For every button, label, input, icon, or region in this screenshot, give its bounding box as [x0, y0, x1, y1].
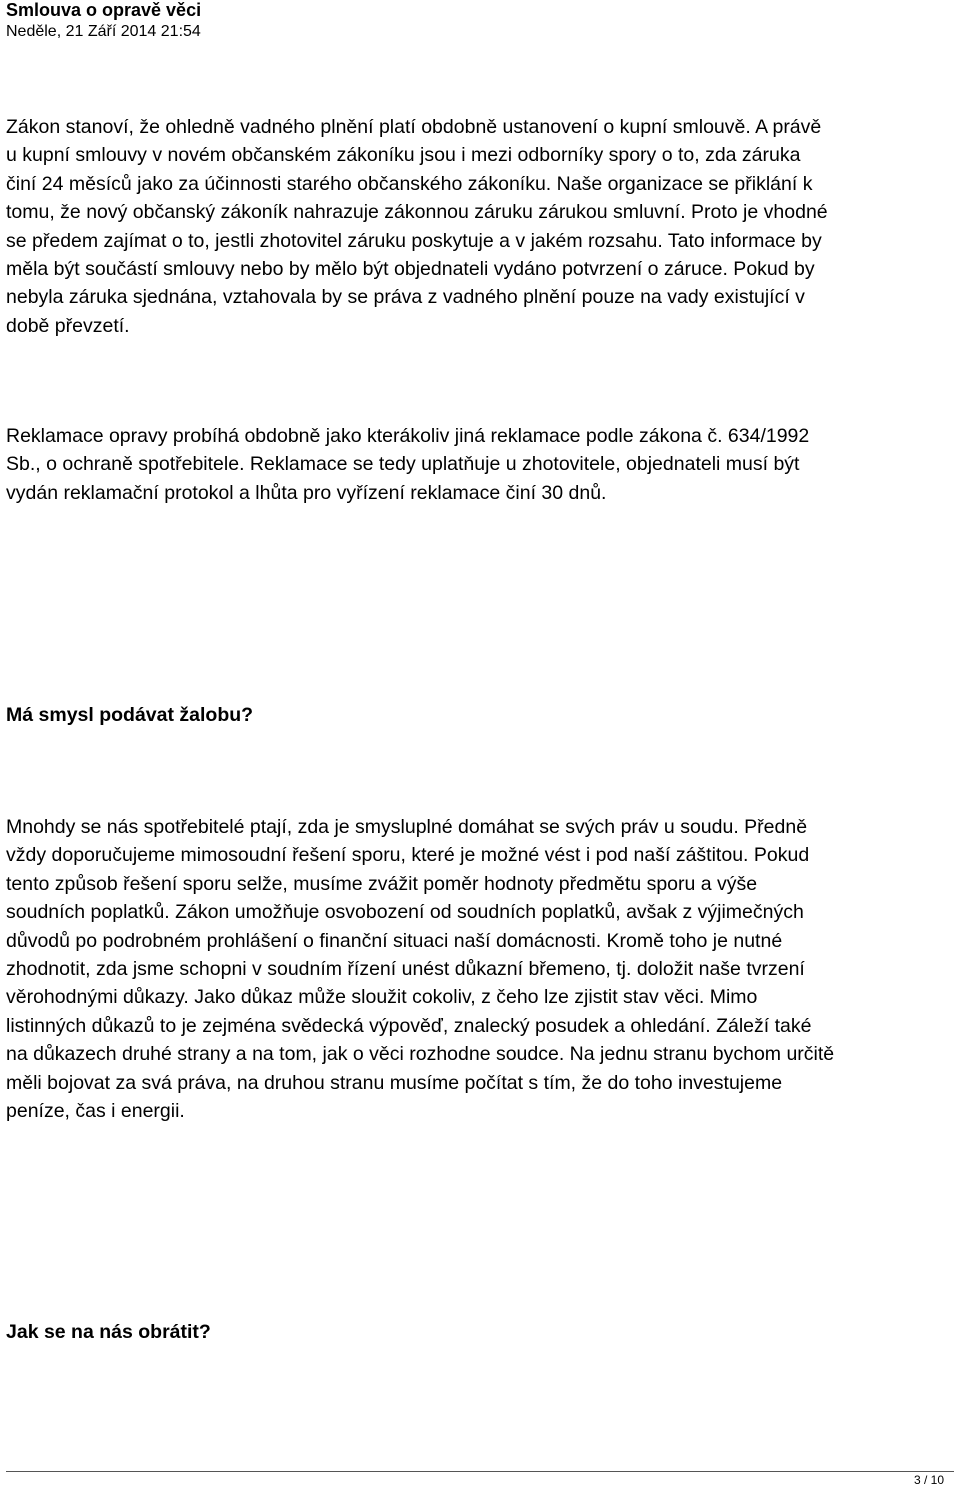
text-line: Zákon stanoví, že ohledně vadného plnění platí obdobně ustanovení o kupní smlouvě. A právě	[6, 116, 822, 138]
text-line: Reklamace opravy probíhá obdobně jako kterákoliv jiná reklamace podle zákona č. 634/1992	[6, 425, 810, 447]
text-line: na důkazech druhé strany a na tom, jak o věci rozhodne soudce. Na jednu stranu bychom určitě	[6, 1043, 835, 1066]
text-line: měli bojovat za svá práva, na druhou stranu musíme počítat s tím, že do toho investujeme	[6, 1071, 783, 1094]
text-line: listinných důkazů to je zejména svědecká výpověď, znalecký posudek a ohledání. Záleží také	[6, 1014, 812, 1037]
document-header-date: Neděle, 21 Září 2014 21:54	[6, 23, 201, 40]
text-line: době převzetí.	[6, 314, 130, 337]
text-line: soudních poplatků. Zákon umožňuje osvobození od soudních poplatků, avšak z výjimečných	[6, 901, 804, 924]
text-line: se předem zajímat o to, jestli zhotovitel záruku poskytuje a v jakém rozsahu. Tato informace by	[6, 229, 822, 252]
paragraph-warranty	[6, 113, 958, 340]
paragraph-lawsuit	[6, 813, 958, 1125]
text-line: důvodů po podrobném prohlášení o finanční situaci naší domácnosti. Kromě toho je nutné	[6, 929, 783, 952]
text-line: zhodnotit, zda jsme schopni v soudním řízení unést důkazní břemeno, tj. doložit naše tvrzení	[6, 958, 805, 981]
document-header-title: Smlouva o opravě věci	[6, 0, 202, 20]
text-line: tento způsob řešení sporu selže, musíme zvážit poměr hodnoty předmětu sporu a výše	[6, 872, 758, 895]
paragraph-complaint	[6, 422, 958, 507]
text-line: nebyla záruka sjednána, vztahovala by se práva z vadného plnění pouze na vady existující v	[6, 286, 805, 309]
text-line: vždy doporučujeme mimosoudní řešení sporu, které je možné vést i pod naší záštitou. Pokud	[6, 844, 810, 867]
text-line: věrohodnými důkazy. Jako důkaz může sloužit cokoliv, z čeho lze zjistit stav věci. Mimo	[6, 986, 758, 1009]
page-number: 3 / 10	[913, 1473, 944, 1487]
section-heading-lawsuit: Má smysl podávat žalobu?	[6, 704, 254, 726]
text-line: u kupní smlouvy v novém občanském zákoníku jsou i mezi odborníky spory o to, zda záruka	[6, 144, 801, 167]
text-line: měla být součástí smlouvy nebo by mělo být objednateli vydáno potvrzení o záruce. Pokud by	[6, 258, 815, 281]
text-line: vydán reklamační protokol a lhůta pro vyřízení reklamace činí 30 dnů.	[6, 481, 607, 504]
section-heading-contact: Jak se na nás obrátit?	[6, 1321, 211, 1343]
text-line: Mnohdy se nás spotřebitelé ptají, zda je smysluplné domáhat se svých práv u soudu. Předně	[6, 816, 808, 838]
text-line: peníze, čas i energii.	[6, 1100, 185, 1123]
footer-divider	[6, 1471, 954, 1472]
text-line: Sb., o ochraně spotřebitele. Reklamace se tedy uplatňuje u zhotovitele, objednateli musí být	[6, 453, 800, 476]
text-line: tomu, že nový občanský zákoník nahrazuje zákonnou záruku zárukou smluvní. Proto je vhodné	[6, 201, 828, 224]
text-line: činí 24 měsíců jako za účinnosti starého občanského zákoníku. Naše organizace se přiklání k	[6, 172, 813, 195]
